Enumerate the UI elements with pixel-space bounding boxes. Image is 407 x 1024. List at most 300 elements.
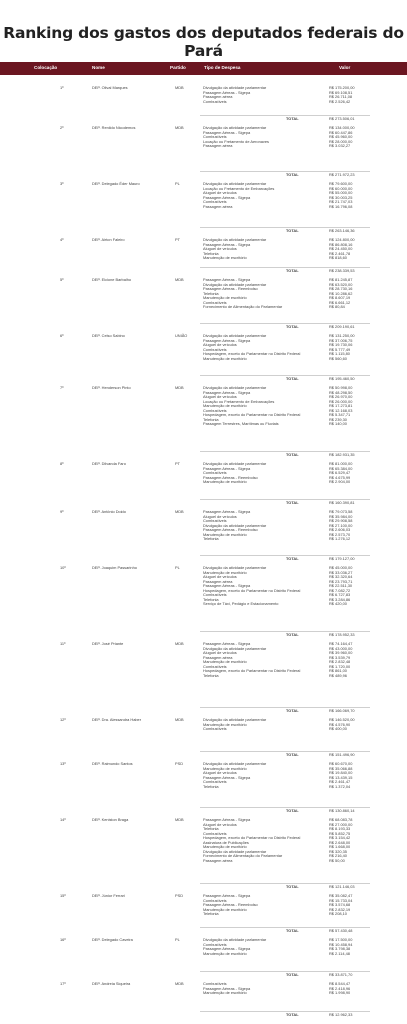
expense-value: R$ 320,35 xyxy=(329,848,347,854)
expense-type: Passagem aérea xyxy=(203,203,233,209)
expense-value-list xyxy=(329,818,399,863)
expense-type: Hospedagem, exceto do Parlamentar no Distrito Federal xyxy=(203,412,301,418)
expense-type: Locação ou Fretamento de Embarcações xyxy=(203,185,275,191)
expense-type: Combustíveis xyxy=(203,134,227,140)
expense-type: Aluguel de veículos xyxy=(203,246,237,252)
expense-value: R$ 6.661,12 xyxy=(329,299,351,305)
expense-type: Aluguel de veículos xyxy=(203,650,237,656)
expense-type: Divulgação da atividade parlamentar xyxy=(203,848,267,854)
expense-value: R$ 60.000,00 xyxy=(329,185,353,191)
expense-value: R$ 81.000,00 xyxy=(329,461,353,466)
expense-value: R$ 12.168,03 xyxy=(329,407,353,413)
expense-type: Divulgação da atividade parlamentar xyxy=(203,717,267,722)
expense-value: R$ 22.511,30 xyxy=(329,583,353,589)
expense-value: R$ 13.439,15 xyxy=(329,774,353,780)
expense-value: R$ 16.796,08 xyxy=(329,203,353,209)
expense-value: R$ 216,40 xyxy=(329,853,347,859)
ranking-position: 17º xyxy=(60,981,66,986)
expense-value: R$ 68.083,78 xyxy=(329,817,353,822)
expense-type-list xyxy=(203,718,328,732)
deputy-name: DEP. Dilvanda Faro xyxy=(92,461,126,466)
deputy-party: PL xyxy=(175,937,180,942)
expense-value: R$ 26.970,00 xyxy=(329,394,353,400)
expense-type: Combustíveis xyxy=(203,941,227,947)
expense-value-list xyxy=(329,894,399,917)
expense-value: R$ 146.520,00 xyxy=(329,717,355,722)
expense-value: R$ 818,60 xyxy=(329,255,347,261)
expense-value: R$ 2.573,70 xyxy=(329,531,351,537)
total-value: R$ 166.069,70 xyxy=(329,708,355,713)
expense-type: Telefonia xyxy=(203,783,219,789)
expense-type: Manutenção de escritório xyxy=(203,569,247,575)
expense-type-list xyxy=(203,642,328,678)
expense-type-list xyxy=(203,762,328,789)
expense-value-list xyxy=(329,278,399,310)
deputy-party: MDB xyxy=(175,85,184,90)
expense-value: R$ 50,00 xyxy=(329,857,345,863)
deputy-name: DEP. Andreia Siqueira xyxy=(92,981,131,986)
ranking-position: 10º xyxy=(60,565,66,570)
expense-value: R$ 37.006,75 xyxy=(329,337,353,343)
expense-type: Combustíveis xyxy=(203,897,227,903)
total-label: TOTAL xyxy=(286,172,299,177)
expense-value: R$ 26.711,08 xyxy=(329,94,353,100)
expense-value: R$ 140,00 xyxy=(329,421,347,427)
expense-value: R$ 80,84 xyxy=(329,304,345,310)
ranking-position: 16º xyxy=(60,937,66,942)
total-value: R$ 271.972,23 xyxy=(329,172,355,177)
expense-value: R$ 560,60 xyxy=(329,355,347,361)
expense-type: Manutenção de escritório xyxy=(203,950,247,956)
expense-type: Hospedagem, exceto do Parlamentar no Distrito Federal xyxy=(203,835,301,841)
expense-type-list xyxy=(203,462,328,485)
expense-type-list xyxy=(203,938,328,956)
expense-value: R$ 30.003,25 xyxy=(329,194,353,200)
expense-value: R$ 17.273,81 xyxy=(329,403,353,409)
expense-value: R$ 5.777,49 xyxy=(329,346,351,352)
deputy-party: MDB xyxy=(175,641,184,646)
expense-type-list xyxy=(203,126,328,149)
expense-type-list xyxy=(203,510,328,542)
expense-value: R$ 1.998,90 xyxy=(329,990,351,996)
total-value: R$ 160.390,81 xyxy=(329,500,355,505)
expense-type: Divulgação da atividade parlamentar xyxy=(203,237,267,242)
expense-value: R$ 2.832,19 xyxy=(329,906,351,912)
expense-value: R$ 2.114,48 xyxy=(329,950,350,956)
expense-type: Manutenção de escritório xyxy=(203,844,247,850)
total-label: TOTAL xyxy=(286,928,299,933)
expense-value: R$ 1.115,80 xyxy=(329,351,350,357)
total-label: TOTAL xyxy=(286,556,299,561)
expense-value: R$ 27.100,00 xyxy=(329,522,353,528)
expense-type-list xyxy=(203,334,328,361)
expense-type: Manutenção de escritório xyxy=(203,255,247,261)
expense-type: Hospedagem, exceto do Parlamentar no Distrito Federal xyxy=(203,351,301,357)
expense-type: Combustíveis xyxy=(203,981,227,986)
expense-type: Passagem Aéreas - Sigepa xyxy=(203,893,251,898)
deputy-party: PT xyxy=(175,461,180,466)
expense-type-list xyxy=(203,566,328,607)
expense-value: R$ 10.286,62 xyxy=(329,290,353,296)
deputy-name: DEP. Elcione Barbalho xyxy=(92,277,132,282)
expense-type: Passagem Aéreas - Reembolso xyxy=(203,902,258,908)
expense-value: R$ 79.073,58 xyxy=(329,509,353,514)
expense-type: Passagem Aéreas - Sigepa xyxy=(203,194,251,200)
expense-type-list xyxy=(203,386,328,427)
deputy-name: DEP. Joaquim Passarinho xyxy=(92,565,137,570)
expense-value: R$ 2.606,03 xyxy=(329,527,351,533)
expense-type: Telefonia xyxy=(203,596,219,602)
deputy-name: DEP. Delegado Caveira xyxy=(92,937,133,942)
ranking-position: 14º xyxy=(60,817,66,822)
deputy-name: DEP. Raimundo Santos xyxy=(92,761,133,766)
expense-type-list xyxy=(203,182,328,209)
expense-type: Passagem aérea xyxy=(203,143,233,149)
ranking-position: 1º xyxy=(60,85,64,90)
deputy-party: MDB xyxy=(175,125,184,130)
expense-type: Telefonia xyxy=(203,416,219,422)
total-value: R$ 130.860,14 xyxy=(329,808,355,813)
header-position: Colocação xyxy=(34,65,58,70)
deputy-party: PL xyxy=(175,565,180,570)
expense-value: R$ 5.852,75 xyxy=(329,830,351,836)
expense-value: R$ 15.733,04 xyxy=(329,897,353,903)
expense-type: Manutenção de escritório xyxy=(203,990,247,996)
expense-value: R$ 3.574,68 xyxy=(329,902,351,908)
deputy-name: DEP. Renildo Nicodemos xyxy=(92,125,136,130)
total-value: R$ 57.430,48 xyxy=(329,928,353,933)
expense-value: R$ 1.372,04 xyxy=(329,783,351,789)
deputy-name: DEP. José Priante xyxy=(92,641,124,646)
expense-value: R$ 19.840,00 xyxy=(329,770,353,776)
total-label: TOTAL xyxy=(286,324,299,329)
expense-type: Combustíveis xyxy=(203,98,227,104)
expense-value: R$ 239,30 xyxy=(329,416,347,422)
ranking-position: 3º xyxy=(60,181,64,186)
ranking-position: 8º xyxy=(60,461,64,466)
expense-type: Passagem Aéreas - Reembolso xyxy=(203,474,258,480)
expense-type: Manutenção de escritório xyxy=(203,355,247,361)
expense-type: Combustíveis xyxy=(203,592,227,598)
expense-value: R$ 124.800,00 xyxy=(329,237,355,242)
total-value: R$ 263.146,36 xyxy=(329,228,355,233)
expense-value: R$ 28.730,16 xyxy=(329,286,353,292)
header-expense-type: Tipo de Despesa xyxy=(204,65,241,70)
expense-type: Combustíveis xyxy=(203,346,227,352)
expense-type-list xyxy=(203,278,328,310)
expense-type: Passagem Aéreas - Sigepa xyxy=(203,641,251,646)
expense-type: Passagem Aéreas - Sigepa xyxy=(203,241,251,247)
expense-type: Combustíveis xyxy=(203,663,227,669)
expense-type: Passagem Aéreas - Reembolso xyxy=(203,527,258,533)
deputy-name: DEP. Olival Marques xyxy=(92,85,128,90)
expense-value: R$ 19.730,06 xyxy=(329,342,353,348)
expense-value-list xyxy=(329,642,399,678)
deputy-name: DEP. Delegado Éder Mauro xyxy=(92,181,140,186)
deputy-name: DEP. Airton Faleiro xyxy=(92,237,125,242)
expense-value: R$ 1.276,12 xyxy=(329,536,351,542)
deputy-name: DEP. Antônio Doido xyxy=(92,509,126,514)
expense-type: Passagem Terrestres, Marítimas ou Fluviais xyxy=(203,421,279,427)
expense-value: R$ 134.000,00 xyxy=(329,125,355,130)
expense-value: R$ 8.193,33 xyxy=(329,826,351,832)
total-value: R$ 151.496,90 xyxy=(329,752,355,757)
expense-type: Manutenção de escritório xyxy=(203,531,247,537)
ranking-position: 15º xyxy=(60,893,66,898)
deputy-name: DEP. Dra. Alessandra Haber xyxy=(92,717,142,722)
total-label: TOTAL xyxy=(286,376,299,381)
expense-type: Divulgação da atividade parlamentar xyxy=(203,125,267,130)
expense-value: R$ 208,10 xyxy=(329,911,347,917)
expense-value: R$ 74.164,47 xyxy=(329,641,353,646)
expense-type: Divulgação da atividade parlamentar xyxy=(203,522,267,528)
expense-type: Passagem Aéreas - Sigepa xyxy=(203,389,251,395)
expense-type: Combustíveis xyxy=(203,470,227,476)
expense-type: Passagem Aéreas - Sigepa xyxy=(203,583,251,589)
expense-value: R$ 4.576,90 xyxy=(329,721,351,727)
expense-type: Divulgação da atividade parlamentar xyxy=(203,181,267,186)
total-value: R$ 195.460,50 xyxy=(329,376,355,381)
expense-value: R$ 131.250,00 xyxy=(329,333,355,338)
expense-type: Passagem aérea xyxy=(203,94,233,100)
deputy-party: PL xyxy=(175,181,180,186)
deputy-party: PSD xyxy=(175,893,183,898)
expense-type: Divulgação da atividade parlamentar xyxy=(203,937,267,942)
expense-type: Passagem Aéreas - Sigepa xyxy=(203,985,251,991)
expense-type-list xyxy=(203,238,328,261)
expense-type-list xyxy=(203,894,328,917)
deputy-party: PT xyxy=(175,237,180,242)
expense-value: R$ 50.998,00 xyxy=(329,385,353,390)
expense-type: Aluguel de veículos xyxy=(203,821,237,827)
expense-value: R$ 2.648,00 xyxy=(329,839,351,845)
expense-type: Telefonia xyxy=(203,536,219,542)
expense-type: Serviço de Táxi, Pedágio e Estacionamento xyxy=(203,601,279,607)
expense-value: R$ 35.082,47 xyxy=(329,893,353,898)
total-label: TOTAL xyxy=(286,884,299,889)
expense-value: R$ 4.675,99 xyxy=(329,474,351,480)
expense-value: R$ 489,96 xyxy=(329,672,347,678)
expense-type: Divulgação da atividade parlamentar xyxy=(203,761,267,766)
expense-value: R$ 3.284,86 xyxy=(329,596,351,602)
expense-value: R$ 28.000,00 xyxy=(329,138,353,144)
expense-type: Locação ou Fretamento de Embarcações xyxy=(203,398,275,404)
expense-type: Manutenção de escritório xyxy=(203,721,247,727)
expense-value: R$ 1.668,00 xyxy=(329,844,351,850)
expense-value-list xyxy=(329,718,399,732)
deputy-party: MDB xyxy=(175,981,184,986)
header-value: Valor xyxy=(339,65,351,70)
header-party: Partido xyxy=(170,65,186,70)
expense-type: Fornecimento de Alimentação do Parlamentar xyxy=(203,304,283,310)
expense-value: R$ 6.529,47 xyxy=(329,470,351,476)
expense-value: R$ 2.461,78 xyxy=(329,250,351,256)
ranking-position: 7º xyxy=(60,385,64,390)
expense-value: R$ 35.984,00 xyxy=(329,513,353,519)
total-label: TOTAL xyxy=(286,632,299,637)
expense-type: Passagem Aéreas - Sigepa xyxy=(203,817,251,822)
expense-type: Aluguel de veículos xyxy=(203,394,237,400)
expense-value: R$ 48.298,50 xyxy=(329,389,353,395)
ranking-position: 2º xyxy=(60,125,64,130)
expense-type: Telefonia xyxy=(203,290,219,296)
expense-type: Aluguel de veículos xyxy=(203,574,237,580)
expense-type: Passagem Aéreas - Sigepa xyxy=(203,89,251,95)
expense-value-list xyxy=(329,126,399,149)
total-value: R$ 238.339,53 xyxy=(329,268,355,273)
expense-value: R$ 27.000,00 xyxy=(329,821,353,827)
total-label: TOTAL xyxy=(286,228,299,233)
expense-type: Manutenção de escritório xyxy=(203,659,247,665)
header-name: Nome xyxy=(92,65,105,70)
deputy-party: PSD xyxy=(175,761,183,766)
expense-value: R$ 65.384,00 xyxy=(329,465,353,471)
expense-type: Aluguel de veículos xyxy=(203,190,237,196)
expense-value-list xyxy=(329,762,399,789)
expense-type: Divulgação da atividade parlamentar xyxy=(203,461,267,466)
total-value: R$ 178.952,33 xyxy=(329,632,355,637)
expense-type: Fornecimento de Alimentação do Parlamentar xyxy=(203,853,283,859)
expense-type: Divulgação da atividade parlamentar xyxy=(203,565,267,570)
expense-type: Passagem Aéreas - Sigepa xyxy=(203,465,251,471)
expense-type: Passagem aérea xyxy=(203,578,233,584)
expense-value: R$ 33.036,27 xyxy=(329,569,353,575)
total-label: TOTAL xyxy=(286,452,299,457)
ranking-position: 4º xyxy=(60,237,64,242)
expense-value: R$ 69.108,51 xyxy=(329,89,353,95)
expense-value: R$ 1.720,00 xyxy=(329,663,351,669)
deputy-party: MDB xyxy=(175,717,184,722)
expense-type: Manutenção de escritório xyxy=(203,765,247,771)
expense-type: Passagem aérea xyxy=(203,857,233,863)
expense-value: R$ 26.000,00 xyxy=(329,398,353,404)
ranking-position: 6º xyxy=(60,333,64,338)
expense-value: R$ 7.082,72 xyxy=(329,587,351,593)
expense-value: R$ 2.526,42 xyxy=(329,98,351,104)
expense-type: Passagem Aéreas - Reembolso xyxy=(203,286,258,292)
expense-value: R$ 8.607,19 xyxy=(329,295,351,301)
expense-value: R$ 861,00 xyxy=(329,668,347,674)
total-value: R$ 121.146,03 xyxy=(329,884,355,889)
ranking-position: 5º xyxy=(60,277,64,282)
expense-value: R$ 2.832,48 xyxy=(329,659,351,665)
expense-value: R$ 24.450,00 xyxy=(329,246,353,252)
expense-type: Aluguel de veículos xyxy=(203,513,237,519)
expense-value: R$ 63.520,00 xyxy=(329,281,353,287)
expense-type: Aluguel de veículos xyxy=(203,342,237,348)
deputy-party: UNIÃO xyxy=(175,333,188,338)
total-label: TOTAL xyxy=(286,972,299,977)
expense-value: R$ 420,00 xyxy=(329,601,347,607)
expense-value: R$ 3.032,27 xyxy=(329,143,351,149)
expense-value-list xyxy=(329,938,399,956)
ranking-position: 13º xyxy=(60,761,66,766)
expense-value: R$ 6.727,83 xyxy=(329,592,351,598)
expense-type: Combustíveis xyxy=(203,726,227,732)
deputy-name: DEP. Keniston Braga xyxy=(92,817,129,822)
total-value: R$ 182.931,35 xyxy=(329,452,355,457)
expense-type: Passagem Aéreas - Sigepa xyxy=(203,337,251,343)
expense-type: Passagem Aéreas - Sigepa xyxy=(203,129,251,135)
expense-value-list xyxy=(329,86,399,104)
expense-value: R$ 400,00 xyxy=(329,726,347,732)
expense-type: Passagem Aéreas - Sigepa xyxy=(203,946,251,952)
expense-value: R$ 60.670,00 xyxy=(329,761,353,766)
total-value: R$ 12.962,33 xyxy=(329,1012,353,1017)
expense-value: R$ 29.908,58 xyxy=(329,518,353,524)
expense-type: Telefonia xyxy=(203,826,219,832)
total-label: TOTAL xyxy=(286,752,299,757)
expense-type: Manutenção de escritório xyxy=(203,479,247,485)
expense-type: Hospedagem, exceto do Parlamentar no Distrito Federal xyxy=(203,587,301,593)
expense-value: R$ 10.458,94 xyxy=(329,941,353,947)
expense-value: R$ 23.793,71 xyxy=(329,578,353,584)
expense-value: R$ 81.245,87 xyxy=(329,277,353,282)
expense-type: Assinatura de Publicações xyxy=(203,839,249,845)
expense-value-list xyxy=(329,334,399,361)
deputy-party: MDB xyxy=(175,509,184,514)
expense-value-list xyxy=(329,462,399,485)
expense-value: R$ 79.600,00 xyxy=(329,181,353,186)
expense-value-list xyxy=(329,182,399,209)
total-label: TOTAL xyxy=(286,500,299,505)
expense-type: Passagem Aéreas - Sigepa xyxy=(203,277,251,282)
total-value: R$ 179.127,00 xyxy=(329,556,355,561)
ranking-position: 11º xyxy=(60,641,66,646)
table-header xyxy=(0,62,407,75)
expense-type: Passagem aérea xyxy=(203,654,233,660)
expense-value-list xyxy=(329,510,399,542)
expense-type: Combustíveis xyxy=(203,779,227,785)
total-label: TOTAL xyxy=(286,1012,299,1017)
expense-type-list xyxy=(203,86,328,104)
expense-type: Passagem Aéreas - Sigepa xyxy=(203,509,251,514)
total-value: R$ 209.190,61 xyxy=(329,324,355,329)
deputy-name: DEP. Henderson Pinto xyxy=(92,385,131,390)
expense-value: R$ 3.539,79 xyxy=(329,654,351,660)
expense-value: R$ 17.500,00 xyxy=(329,937,353,942)
deputy-name: DEP. Celso Sabino xyxy=(92,333,125,338)
expense-type: Divulgação da atividade parlamentar xyxy=(203,385,267,390)
expense-type: Combustíveis xyxy=(203,518,227,524)
deputy-party: MDB xyxy=(175,817,184,822)
total-label: TOTAL xyxy=(286,116,299,121)
expense-value: R$ 32.320,64 xyxy=(329,574,353,580)
expense-type: Divulgação da atividade parlamentar xyxy=(203,645,267,651)
expense-value-list xyxy=(329,982,399,996)
expense-type-list xyxy=(203,982,328,996)
expense-value: R$ 2.461,47 xyxy=(329,779,351,785)
expense-type: Combustíveis xyxy=(203,830,227,836)
total-label: TOTAL xyxy=(286,808,299,813)
expense-type: Locação ou Fretamento de Aeronaves xyxy=(203,138,269,144)
total-label: TOTAL xyxy=(286,268,299,273)
expense-value: R$ 39.960,00 xyxy=(329,650,353,656)
expense-value-list xyxy=(329,566,399,607)
expense-value-list xyxy=(329,386,399,427)
expense-type: Divulgação da atividade parlamentar xyxy=(203,281,267,287)
expense-type: Telefonia xyxy=(203,911,219,917)
total-label: TOTAL xyxy=(286,708,299,713)
total-value: R$ 273.506,01 xyxy=(329,116,355,121)
expense-type: Telefonia xyxy=(203,250,219,256)
expense-value: R$ 2.418,96 xyxy=(329,985,351,991)
expense-value-list xyxy=(329,238,399,261)
deputy-name: DEP. Júnior Ferrari xyxy=(92,893,125,898)
expense-type: Passagem Aéreas - Sigepa xyxy=(203,774,251,780)
expense-value: R$ 5.347,71 xyxy=(329,412,351,418)
expense-type: Divulgação da atividade parlamentar xyxy=(203,333,267,338)
